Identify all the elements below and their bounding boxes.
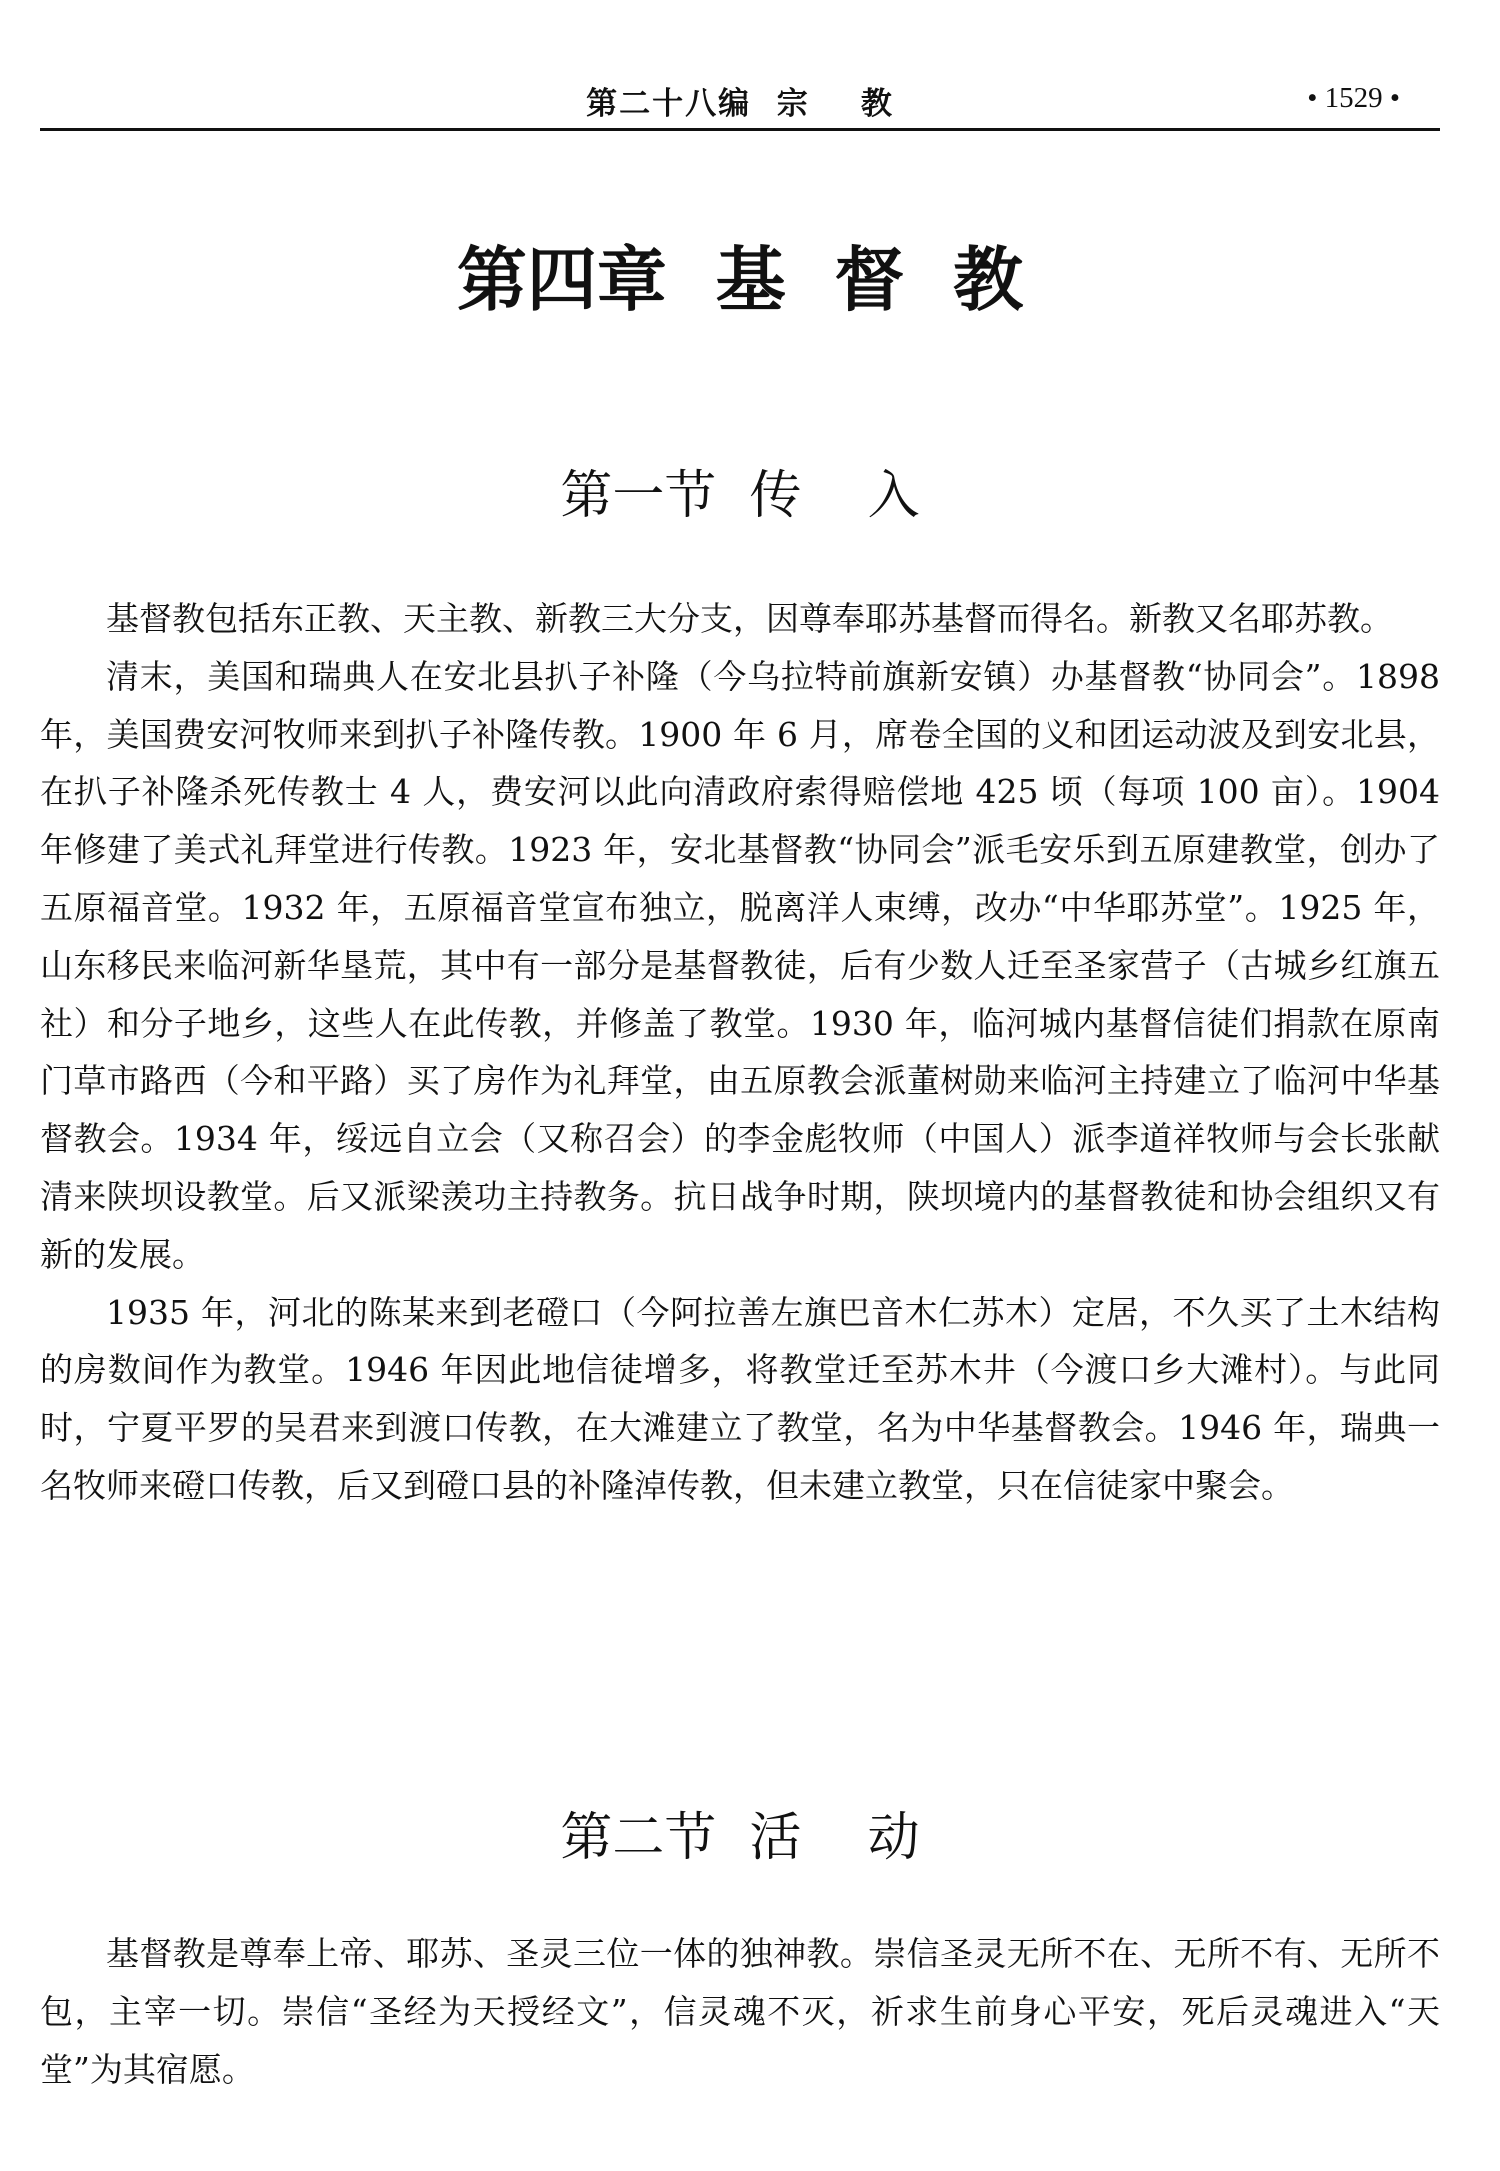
page-number: • 1529 •: [1307, 82, 1400, 114]
paragraph: 基督教包括东正教、天主教、新教三大分支，因尊奉耶苏基督而得名。新教又名耶苏教。: [106, 599, 1393, 638]
section-body-activities: [40, 1925, 1440, 2098]
chapter-title: 第四章 基 督 教: [456, 239, 1024, 321]
paragraph: 1935 年，河北的陈某来到老磴口（今阿拉善左旗巴音木仁苏木）定居，不久买了土木结构的房数间作为教堂。1946 年因此地信徒增多，将教堂迁至苏木井（今渡口乡大滩村）。与此同时，宁夏平罗的吴君来到渡口传教，在大滩建立了教堂，名为中华基督教会。1946 年，瑞典一名牧师来磴口传教，后又到磴口县的补隆淖传教，但未建立教堂，只在信徒家中聚会。: [40, 1292, 1440, 1505]
header-divider: [40, 128, 1440, 131]
paragraph: 清末，美国和瑞典人在安北县扒子补隆（今乌拉特前旗新安镇）办基督教“协同会”。1898 年，美国费安河牧师来到扒子补隆传教。1900 年 6 月，席卷全国的义和团运动波及到安北县，在扒子补隆杀死传教士 4 人，费安河以此向清政府索得赔偿地 425 顷（每项 100 亩）。1904 年修建了美式礼拜堂进行传教。1923 年，安北基督教“协同会”派毛安乐到五原建教堂，创办了五原福音堂。1932 年，五原福音堂宣布独立，脱离洋人束缚，改办“中华耶苏堂”。1925 年，山东移民来临河新华垦荒，其中有一部分是基督教徒，后有少数人迁至圣家营子（古城乡红旗五社）和分子地乡，这些人在此传教，并修盖了教堂。1930 年，临河城内基督信徒们捐款在原南门草市路西（今和平路）买了房作为礼拜堂，由五原教会派董树勋来临河主持建立了临河中华基督教会。1934 年，绥远自立会（又称召会）的李金彪牧师（中国人）派李道祥牧师与会长张献清来陕坝设教堂。后又派梁羡功主持教务。抗日战争时期，陕坝境内的基督教徒和协会组织又有新的发展。: [40, 656, 1440, 1274]
section-title-transmission: 第一节 传 入: [560, 466, 920, 526]
paragraph: 基督教是尊奉上帝、耶苏、圣灵三位一体的独神教。崇信圣灵无所不在、无所不有、无所不包，主宰一切。崇信“圣经为天授经文”，信灵魂不灭，祈求生前身心平安，死后灵魂进入“天堂”为其宿愿。: [40, 1934, 1440, 2089]
running-header: [40, 78, 1440, 128]
section-title-activities: 第二节 活 动: [560, 1808, 920, 1868]
running-header-title: 第二十八编 宗 教: [586, 86, 894, 122]
section-body-transmission: [40, 590, 1440, 1515]
